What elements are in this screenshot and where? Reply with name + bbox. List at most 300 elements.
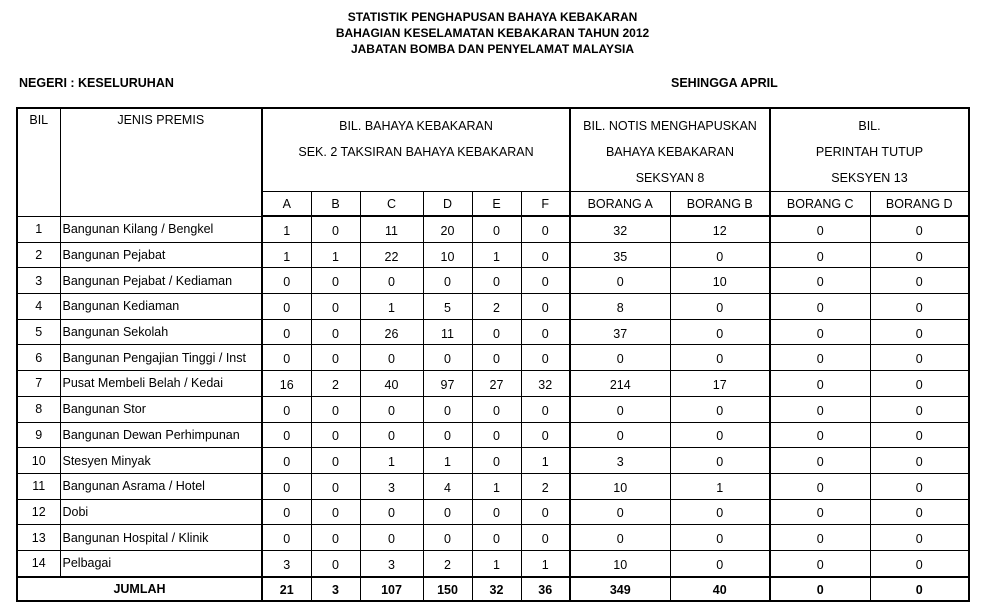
row-value: 0 <box>716 557 724 572</box>
row-value-cell <box>423 448 472 474</box>
row-value: 0 <box>816 403 824 418</box>
row-bil: 10 <box>17 448 60 474</box>
row-value-cell <box>423 345 472 371</box>
row-bil: 12 <box>17 499 60 525</box>
row-value: 0 <box>816 480 824 495</box>
row-value-cell <box>770 268 870 294</box>
row-value: 2 <box>493 300 500 315</box>
row-value: 0 <box>283 429 291 444</box>
row-value-cell <box>311 216 360 242</box>
row-value: 0 <box>541 429 549 444</box>
row-value: 0 <box>915 480 923 495</box>
row-value: 0 <box>915 455 923 470</box>
total-value-cell <box>521 577 570 601</box>
row-value-cell <box>670 525 770 551</box>
row-value: 0 <box>816 223 824 238</box>
row-value-cell <box>521 396 570 422</box>
row-value: 0 <box>816 506 824 521</box>
row-value-cell <box>670 242 770 268</box>
row-value-cell <box>870 371 969 397</box>
row-value: 37 <box>613 326 628 341</box>
row-value-cell <box>472 448 521 474</box>
row-value-cell <box>262 525 311 551</box>
row-value: 0 <box>915 557 923 572</box>
row-jenis-premis: Bangunan Pengajian Tinggi / Inst <box>60 345 262 371</box>
subheader-d: D <box>423 192 472 217</box>
row-jenis-premis: Dobi <box>60 499 262 525</box>
total-value-cell <box>423 577 472 601</box>
row-bil: 1 <box>17 216 60 242</box>
total-value-cell <box>311 577 360 601</box>
row-value-cell <box>472 396 521 422</box>
row-value-cell <box>262 242 311 268</box>
row-value: 0 <box>816 326 824 341</box>
row-value-cell <box>521 499 570 525</box>
subheader-f: F <box>521 192 570 217</box>
row-value-cell <box>360 294 423 320</box>
row-value: 3 <box>616 455 624 470</box>
row-value-cell <box>262 448 311 474</box>
row-value: 0 <box>332 275 339 290</box>
total-value: 3 <box>332 583 339 598</box>
row-value: 0 <box>716 506 724 521</box>
row-value-cell <box>770 422 870 448</box>
row-value: 0 <box>283 532 291 547</box>
row-value: 0 <box>332 480 339 495</box>
row-value-cell <box>570 473 670 499</box>
row-value: 10 <box>712 275 727 290</box>
row-value: 0 <box>493 429 500 444</box>
row-value-cell <box>360 242 423 268</box>
row-value: 0 <box>493 455 500 470</box>
row-value-cell <box>521 473 570 499</box>
total-value-cell <box>360 577 423 601</box>
row-value: 0 <box>716 455 724 470</box>
row-value: 1 <box>444 455 451 470</box>
row-value-cell <box>262 216 311 242</box>
total-value-cell <box>472 577 521 601</box>
row-bil: 9 <box>17 422 60 448</box>
subheader-c: C <box>360 192 423 217</box>
table-row <box>17 525 969 551</box>
total-value: 349 <box>609 583 631 598</box>
row-value-cell <box>360 525 423 551</box>
row-value-cell <box>311 242 360 268</box>
row-value-cell <box>472 473 521 499</box>
row-value: 0 <box>541 249 549 264</box>
row-value-cell <box>570 345 670 371</box>
row-value: 0 <box>493 403 500 418</box>
row-value: 0 <box>716 300 724 315</box>
total-value: 21 <box>279 583 294 598</box>
total-value: 150 <box>437 583 458 598</box>
row-bil: 4 <box>17 294 60 320</box>
row-value: 0 <box>444 352 451 367</box>
title-line-1: STATISTIK PENGHAPUSAN BAHAYA KEBAKARAN <box>347 10 638 24</box>
row-value: 26 <box>384 326 399 341</box>
row-jenis-premis: Pelbagai <box>60 550 262 576</box>
row-value-cell <box>570 371 670 397</box>
row-value: 0 <box>444 506 451 521</box>
row-value: 10 <box>440 249 455 264</box>
row-value-cell <box>311 268 360 294</box>
row-value-cell <box>423 216 472 242</box>
row-value-cell <box>670 473 770 499</box>
row-value-cell <box>670 396 770 422</box>
total-value: 0 <box>816 583 824 598</box>
row-value-cell <box>770 396 870 422</box>
row-value-cell <box>570 319 670 345</box>
table-row <box>17 294 969 320</box>
total-value: 40 <box>712 583 727 598</box>
row-value-cell <box>472 216 521 242</box>
row-value: 0 <box>332 506 339 521</box>
row-value-cell <box>521 422 570 448</box>
row-value: 0 <box>388 532 395 547</box>
row-value: 0 <box>915 249 923 264</box>
row-value: 0 <box>915 326 923 341</box>
row-value-cell <box>870 242 969 268</box>
row-value-cell <box>360 473 423 499</box>
row-value-cell <box>311 550 360 576</box>
row-value: 10 <box>613 557 628 572</box>
header-notis-menghapuskan <box>570 108 770 192</box>
row-value: 1 <box>493 480 500 495</box>
row-value-cell <box>472 345 521 371</box>
row-value: 0 <box>388 429 395 444</box>
row-value-cell <box>472 371 521 397</box>
row-value: 0 <box>716 326 724 341</box>
row-value-cell <box>521 550 570 576</box>
row-value: 1 <box>283 249 291 264</box>
row-value-cell <box>870 550 969 576</box>
row-jenis-premis: Bangunan Stor <box>60 396 262 422</box>
row-value: 0 <box>616 403 624 418</box>
row-value-cell <box>521 216 570 242</box>
row-value: 0 <box>541 352 549 367</box>
row-value-cell <box>770 525 870 551</box>
row-value: 0 <box>915 377 923 392</box>
row-value: 0 <box>716 249 724 264</box>
row-value: 2 <box>332 377 339 392</box>
row-value-cell <box>311 371 360 397</box>
row-value-cell <box>472 294 521 320</box>
row-value: 32 <box>538 377 553 392</box>
row-value-cell <box>670 294 770 320</box>
row-bil: 5 <box>17 319 60 345</box>
row-value-cell <box>570 448 670 474</box>
row-value-cell <box>311 422 360 448</box>
row-value: 35 <box>613 249 628 264</box>
subheader-borang-d: BORANG D <box>870 192 969 217</box>
row-jenis-premis: Stesyen Minyak <box>60 448 262 474</box>
row-value-cell <box>670 216 770 242</box>
row-value: 0 <box>444 532 451 547</box>
row-value-cell <box>521 294 570 320</box>
row-value-cell <box>770 473 870 499</box>
row-value: 0 <box>332 352 339 367</box>
total-value-cell <box>262 577 311 601</box>
row-bil: 11 <box>17 473 60 499</box>
row-value-cell <box>870 525 969 551</box>
row-value-cell <box>472 242 521 268</box>
row-value: 0 <box>915 352 923 367</box>
row-value: 0 <box>283 506 291 521</box>
row-value-cell <box>570 525 670 551</box>
row-value: 0 <box>816 557 824 572</box>
row-value: 1 <box>541 455 549 470</box>
total-value: 0 <box>915 583 923 598</box>
row-value: 0 <box>388 352 395 367</box>
row-value: 0 <box>915 223 923 238</box>
row-value-cell <box>870 294 969 320</box>
row-value: 5 <box>444 300 451 315</box>
row-value: 0 <box>388 506 395 521</box>
subheader-e: E <box>472 192 521 217</box>
row-value: 0 <box>816 300 824 315</box>
row-value-cell <box>521 242 570 268</box>
row-value-cell <box>770 319 870 345</box>
row-jenis-premis: Pusat Membeli Belah / Kedai <box>60 371 262 397</box>
total-value: 32 <box>489 583 504 598</box>
row-value-cell <box>521 525 570 551</box>
row-value-cell <box>670 550 770 576</box>
row-value-cell <box>770 242 870 268</box>
row-value-cell <box>360 371 423 397</box>
table-row <box>17 499 969 525</box>
row-value-cell <box>770 448 870 474</box>
row-value: 0 <box>444 275 451 290</box>
row-jenis-premis: Bangunan Kilang / Bengkel <box>60 216 262 242</box>
row-bil: 7 <box>17 371 60 397</box>
total-label: JUMLAH <box>17 577 262 601</box>
row-value-cell <box>670 422 770 448</box>
row-value-cell <box>570 294 670 320</box>
row-value-cell <box>311 345 360 371</box>
row-value-cell <box>770 294 870 320</box>
row-value: 0 <box>283 300 291 315</box>
row-value: 0 <box>332 532 339 547</box>
row-value: 0 <box>493 275 500 290</box>
row-value: 0 <box>332 326 339 341</box>
row-value-cell <box>870 473 969 499</box>
row-value-cell <box>870 396 969 422</box>
row-value: 16 <box>279 377 294 392</box>
row-value-cell <box>870 448 969 474</box>
row-value: 0 <box>388 275 395 290</box>
row-value: 0 <box>541 506 549 521</box>
row-value-cell <box>360 499 423 525</box>
row-value: 0 <box>816 429 824 444</box>
row-value-cell <box>472 319 521 345</box>
table-row <box>17 319 969 345</box>
row-bil: 14 <box>17 550 60 576</box>
row-value-cell <box>472 499 521 525</box>
row-value-cell <box>262 371 311 397</box>
row-value-cell <box>311 499 360 525</box>
row-value-cell <box>472 422 521 448</box>
row-value: 0 <box>616 429 624 444</box>
subheader-borang-a: BORANG A <box>570 192 670 217</box>
row-value: 0 <box>915 532 923 547</box>
row-value: 0 <box>332 455 339 470</box>
row-bil: 6 <box>17 345 60 371</box>
row-value-cell <box>570 422 670 448</box>
row-value: 32 <box>613 223 628 238</box>
subheader-a: A <box>262 192 311 217</box>
row-value-cell <box>423 525 472 551</box>
table-row <box>17 216 969 242</box>
row-value-cell <box>770 499 870 525</box>
row-value: 0 <box>716 352 724 367</box>
row-value: 0 <box>616 352 624 367</box>
row-value: 0 <box>283 480 291 495</box>
row-value-cell <box>423 550 472 576</box>
report-titles <box>0 9 985 57</box>
row-value: 0 <box>816 377 824 392</box>
row-value: 1 <box>388 300 395 315</box>
row-value: 0 <box>541 223 549 238</box>
row-value-cell <box>262 422 311 448</box>
row-value-cell <box>262 345 311 371</box>
row-value: 1 <box>493 249 500 264</box>
row-jenis-premis: Bangunan Kediaman <box>60 294 262 320</box>
row-value-cell <box>311 319 360 345</box>
header-group3-line1: BIL. <box>858 119 881 133</box>
row-value-cell <box>570 396 670 422</box>
row-value-cell <box>770 371 870 397</box>
row-value: 97 <box>440 377 455 392</box>
row-value: 0 <box>716 532 724 547</box>
header-group3-line2: PERINTAH TUTUP <box>815 145 924 159</box>
row-value-cell <box>521 268 570 294</box>
header-group2-line1: BIL. NOTIS MENGHAPUSKAN <box>583 119 757 133</box>
row-value: 0 <box>332 429 339 444</box>
total-value-cell <box>670 577 770 601</box>
row-value: 0 <box>283 275 291 290</box>
row-value-cell <box>423 499 472 525</box>
row-value: 27 <box>489 377 504 392</box>
row-value-cell <box>360 448 423 474</box>
row-value: 0 <box>493 352 500 367</box>
row-value-cell <box>670 268 770 294</box>
row-value-cell <box>262 550 311 576</box>
row-value-cell <box>262 396 311 422</box>
row-value-cell <box>360 396 423 422</box>
row-value-cell <box>311 294 360 320</box>
row-value: 0 <box>816 532 824 547</box>
header-bil: BIL <box>17 108 60 216</box>
row-value-cell <box>870 319 969 345</box>
title-line-3: JABATAN BOMBA DAN PENYELAMAT MALAYSIA <box>350 42 635 56</box>
row-value: 0 <box>541 326 549 341</box>
row-value-cell <box>521 448 570 474</box>
row-value-cell <box>360 550 423 576</box>
row-value: 12 <box>712 223 727 238</box>
row-value: 22 <box>384 249 399 264</box>
row-value-cell <box>360 319 423 345</box>
header-bahaya-kebakaran <box>262 108 570 192</box>
total-value-cell <box>870 577 969 601</box>
row-value: 0 <box>541 403 549 418</box>
sehingga-label: SEHINGGA APRIL <box>671 76 778 90</box>
row-value-cell <box>870 345 969 371</box>
row-value-cell <box>262 473 311 499</box>
row-value-cell <box>423 396 472 422</box>
header-group1-line2: SEK. 2 TAKSIRAN BAHAYA KEBAKARAN <box>298 145 534 159</box>
row-value: 10 <box>613 480 628 495</box>
header-group3-line3: SEKSYEN 13 <box>831 171 908 185</box>
row-value-cell <box>870 268 969 294</box>
row-jenis-premis: Bangunan Sekolah <box>60 319 262 345</box>
row-bil: 8 <box>17 396 60 422</box>
row-value: 0 <box>915 403 923 418</box>
row-value: 0 <box>493 532 500 547</box>
row-value-cell <box>770 216 870 242</box>
subheader-borang-b: BORANG B <box>670 192 770 217</box>
subheader-borang-c: BORANG C <box>770 192 870 217</box>
row-bil: 3 <box>17 268 60 294</box>
row-value: 1 <box>541 557 549 572</box>
row-value: 40 <box>384 377 399 392</box>
row-value: 0 <box>915 429 923 444</box>
row-value-cell <box>570 268 670 294</box>
row-value-cell <box>570 499 670 525</box>
row-value-cell <box>670 371 770 397</box>
total-value: 36 <box>538 583 553 598</box>
row-value: 1 <box>493 557 500 572</box>
table-row <box>17 371 969 397</box>
row-value: 0 <box>616 275 624 290</box>
row-value: 11 <box>441 326 454 341</box>
subheader-b: B <box>311 192 360 217</box>
row-value-cell <box>262 268 311 294</box>
row-value: 3 <box>283 557 291 572</box>
row-value: 0 <box>816 352 824 367</box>
row-value-cell <box>262 294 311 320</box>
row-value-cell <box>870 422 969 448</box>
total-value-cell <box>770 577 870 601</box>
total-value-cell <box>570 577 670 601</box>
row-value-cell <box>521 345 570 371</box>
statistics-table <box>16 107 970 602</box>
row-value: 0 <box>283 352 291 367</box>
row-value: 0 <box>493 506 500 521</box>
row-value: 0 <box>915 300 923 315</box>
row-value-cell <box>670 448 770 474</box>
row-value-cell <box>360 345 423 371</box>
row-value-cell <box>423 242 472 268</box>
row-value-cell <box>770 550 870 576</box>
row-value-cell <box>360 422 423 448</box>
row-value-cell <box>423 473 472 499</box>
row-value-cell <box>423 268 472 294</box>
row-value: 8 <box>616 300 624 315</box>
table-row <box>17 473 969 499</box>
row-value: 3 <box>388 480 395 495</box>
row-jenis-premis: Bangunan Pejabat <box>60 242 262 268</box>
row-value-cell <box>521 319 570 345</box>
row-value: 1 <box>283 223 291 238</box>
row-bil: 2 <box>17 242 60 268</box>
table-row <box>17 242 969 268</box>
row-value-cell <box>770 345 870 371</box>
row-value: 3 <box>388 557 395 572</box>
row-value: 1 <box>388 455 395 470</box>
row-jenis-premis: Bangunan Hospital / Klinik <box>60 525 262 551</box>
row-value: 0 <box>444 429 451 444</box>
row-value: 0 <box>816 275 824 290</box>
